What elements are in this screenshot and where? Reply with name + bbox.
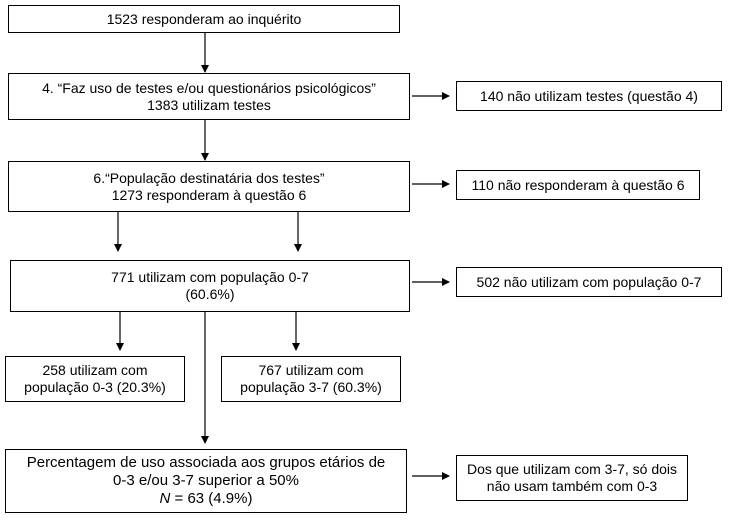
result-n-label: N xyxy=(159,490,171,507)
box-result xyxy=(5,449,407,513)
note-line2: não usam também com 0-3 xyxy=(486,478,658,494)
result-line1: Percentagem de uso associada aos grupos etários de xyxy=(26,454,386,471)
q6-question: 6.“População destinatária dos testes” xyxy=(93,169,325,186)
result-n xyxy=(160,490,253,508)
box-result-note xyxy=(456,455,688,501)
pop07-excluded-text: 502 não utilizam com população 0-7 xyxy=(476,273,702,290)
pop03-line2: população 0-3 (20.3%) xyxy=(24,379,166,395)
box-q6-excluded xyxy=(456,170,700,200)
pop37-line1: 767 utilizam com xyxy=(258,362,364,378)
box-q4-excluded xyxy=(456,81,722,111)
note-line1: Dos que utilizam com 3-7, só dois xyxy=(466,461,678,477)
box-population-0-3 xyxy=(5,356,185,402)
pop07-count: 771 utilizam com população 0-7 xyxy=(111,269,309,285)
result-n-value: = 63 (4.9%) xyxy=(170,490,253,507)
box-population-3-7 xyxy=(221,356,401,402)
pop37-line2: população 3-7 (60.3%) xyxy=(240,379,382,395)
box-question-4 xyxy=(8,73,410,120)
q6-count: 1273 responderam à questão 6 xyxy=(111,186,307,203)
q4-count: 1383 utilizam testes xyxy=(147,96,271,113)
box-total-respondents xyxy=(8,5,400,33)
box-question-6 xyxy=(8,161,410,212)
q4-excluded-text: 140 não utilizam testes (questão 4) xyxy=(480,87,698,104)
box-pop07-excluded xyxy=(456,267,722,297)
result-line2: 0-3 e/ou 3-7 superior a 50% xyxy=(113,472,299,489)
box-population-0-7 xyxy=(10,260,410,312)
q4-question: 4. “Faz uso de testes e/ou questionários psicológicos” xyxy=(42,79,376,96)
pop03-line1: 258 utilizam com xyxy=(42,362,148,378)
total-text: 1523 responderam ao inquérito xyxy=(106,10,302,27)
pop07-percent: (60.6%) xyxy=(185,286,235,302)
q6-excluded-text: 110 não responderam à questão 6 xyxy=(471,176,685,193)
